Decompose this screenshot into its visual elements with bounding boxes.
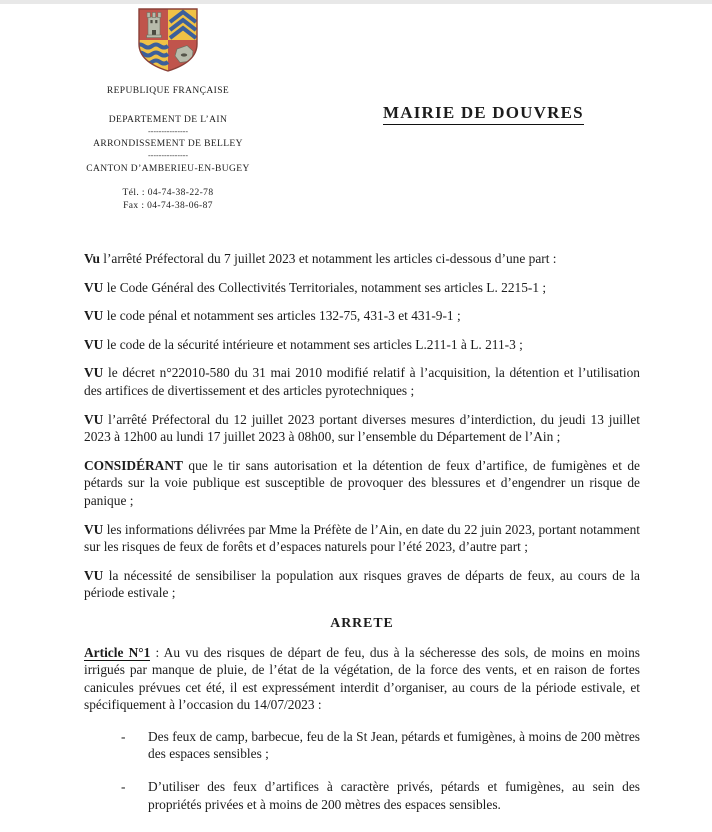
coat-of-arms-icon	[137, 8, 199, 72]
recital-paragraph	[84, 250, 640, 268]
recital-text: les informations délivrées par Mme la Préfète de l’Ain, en date du 22 juin 2023, portant notamment sur les risques de feux de forêts et d’espaces naturels pour l’été 2023, d’autre part ;	[84, 521, 640, 555]
list-item-text: Des feux de camp, barbecue, feu de la St Jean, pétards et fumigènes, à moins de 200 mètres des espaces sensibles ;	[148, 728, 640, 762]
list-item-text: D’utiliser des feux d’artifices à caractère privés, pétards et fumigènes, au sein des propriétés privées et à moins de 200 mètres des espaces sensibles.	[148, 779, 640, 812]
recital-paragraph	[84, 307, 640, 325]
recital-lead: VU	[84, 521, 104, 537]
recital-paragraph	[84, 567, 640, 602]
separator-dashes: ---------------	[148, 127, 188, 136]
fax-line: Fax : 04-74-38-06-87	[123, 201, 213, 211]
list-item	[84, 778, 640, 813]
recital-text: la nécessité de sensibiliser la population aux risques graves de départs de feux, au cours de la période estivale ;	[84, 567, 640, 601]
recital-paragraph	[84, 411, 640, 446]
recital-lead: VU	[84, 336, 104, 352]
recital-paragraph	[84, 336, 640, 354]
article-1-lead: Article N°1	[84, 644, 151, 660]
page-top-edge	[0, 0, 712, 4]
recital-lead: VU	[84, 365, 104, 381]
list-dash: -	[121, 728, 126, 744]
recital-text: l’arrêté Préfectoral du 12 juillet 2023 portant diverses mesures d’interdiction, du jeudi 13 juillet 2023 à 12h00 au lundi 17 juillet 2023 à 08h00, sur l’ensemble du Département de l’Ain ;	[84, 411, 640, 445]
arrete-heading: ARRETE	[330, 614, 394, 630]
list-dash: -	[121, 779, 126, 795]
article-1-paragraph	[84, 644, 640, 714]
recital-text: le Code Général des Collectivités Territoriales, notamment ses articles L. 2215-1 ;	[103, 279, 547, 295]
letterhead	[72, 8, 264, 212]
prohibition-list	[84, 728, 640, 813]
arrondissement-line: ARRONDISSEMENT DE BELLEY	[93, 139, 243, 149]
list-item	[84, 728, 640, 763]
considerant-text: que le tir sans autorisation et la détention de feux d’artifice, de fumigènes et de pétards sur la voie publique est susceptible de provoquer des blessures et d’engendrer un risque de panique ;	[84, 457, 640, 508]
phone-line: Tél. : 04-74-38-22-78	[122, 188, 214, 198]
page-title: MAIRIE DE DOUVRES	[383, 103, 584, 125]
document-body	[84, 250, 640, 828]
separator-dashes: ---------------	[148, 151, 188, 160]
recital-lead: Vu	[84, 251, 100, 266]
considerant-lead: CONSIDÉRANT	[84, 457, 183, 473]
republic-line: REPUBLIQUE FRANÇAISE	[106, 86, 230, 96]
recital-lead: VU	[84, 279, 104, 295]
tower-charge	[147, 13, 162, 38]
recital-text: le décret n°22010-580 du 31 mai 2010 modifié relatif à l’acquisition, la détention et l’utilisation des artifices de divertissement et des articles pyrotechniques ;	[84, 365, 640, 398]
considerant-paragraph	[84, 457, 640, 510]
recital-lead: VU	[84, 411, 104, 427]
recital-lead: VU	[84, 567, 104, 583]
department-line: DEPARTEMENT DE L’AIN	[108, 115, 228, 125]
recital-lead: VU	[84, 308, 104, 324]
recital-text: le code de la sécurité intérieure et notamment ses articles L.211-1 à L. 211-3 ;	[103, 336, 523, 352]
recital-paragraph	[84, 279, 640, 297]
recital-paragraph	[84, 364, 640, 399]
canton-line: CANTON D’AMBERIEU-EN-BUGEY	[86, 164, 250, 174]
recital-text: le code pénal et notamment ses articles 132-75, 431-3 et 431-9-1 ;	[103, 308, 461, 324]
article-1-text: : Au vu des risques de départ de feu, dus à la sécheresse des sols, de moins en moins irrigués par manque de pluie, de l’état de la végétation, de la force des vents, et en raison de fortes canicules prévues cet été, il est expressément interdit d’organiser, au cours de la période estivale, et spécifiquement à l’occasion du 14/07/2023 :	[84, 644, 641, 713]
recital-paragraph	[84, 521, 640, 556]
recital-text: l’arrêté Préfectoral du 7 juillet 2023 et notamment les articles ci-dessous d’une part :	[99, 251, 557, 266]
